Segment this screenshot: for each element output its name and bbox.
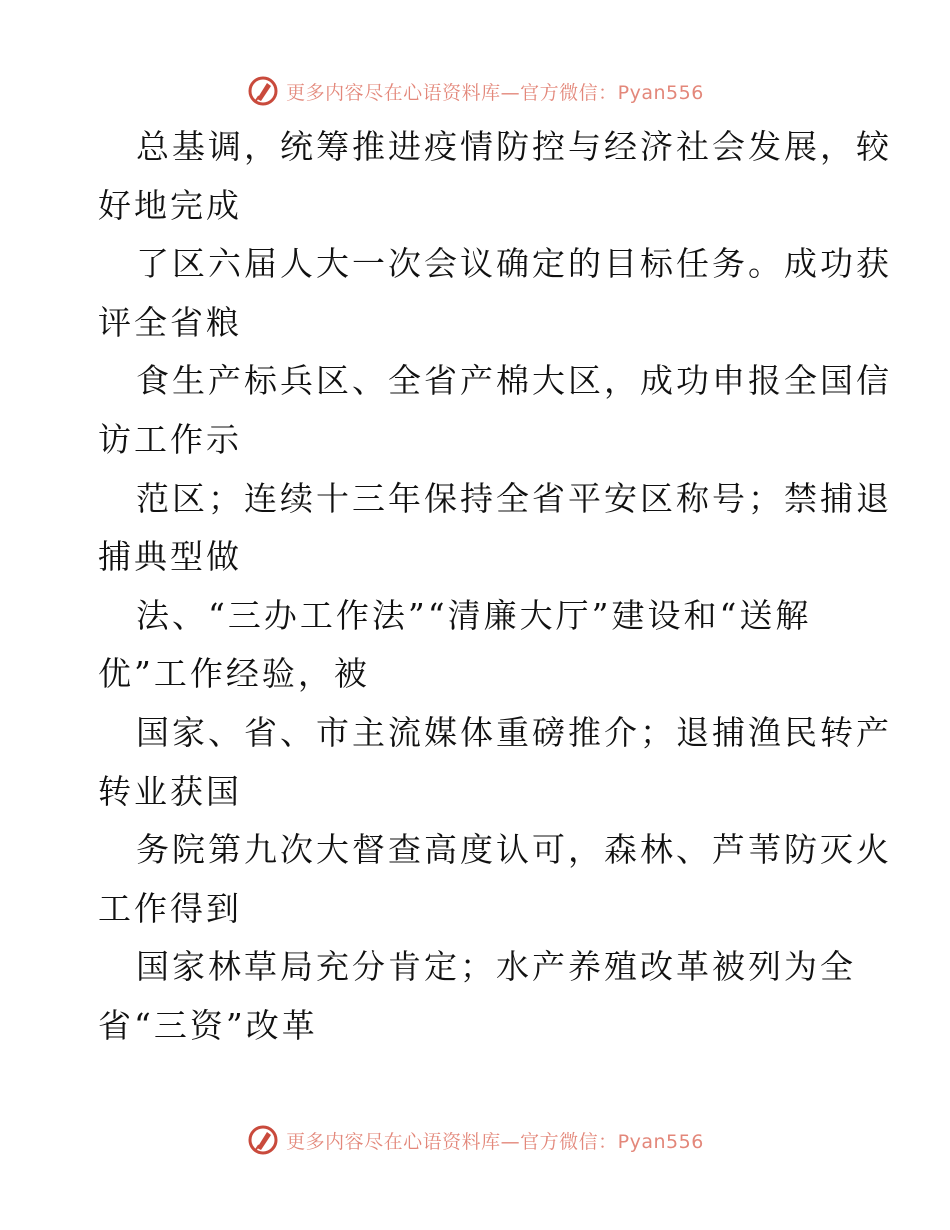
footer-banner-text: 更多内容尽在心语资料库—官方微信：Pyan556 [286,1130,704,1153]
body-line: 法、“三办工作法”“清廉大厅”建设和“送解 [136,595,812,635]
body-line: 优”工作经验，被 [98,654,370,694]
footer-banner [0,1120,950,1160]
pen-nib-logo-icon [246,74,280,108]
body-line: 务院第九次大督查高度认可，森林、芦苇防灭火 [136,830,892,870]
header-banner [0,71,950,111]
body-line: 了区六届人大一次会议确定的目标任务。成功获 [136,244,892,284]
body-line: 总基调，统筹推进疫情防控与经济社会发展，较 [136,127,892,166]
body-line: 国家林草局充分肯定；水产养殖改革被列为全 [136,947,856,987]
header-banner-text: 更多内容尽在心语资料库—官方微信：Pyan556 [286,81,704,104]
body-line: 转业获国 [98,771,242,811]
body-line: 工作得到 [98,888,242,928]
body-line: 好地完成 [98,185,242,225]
body-line: 捕典型做 [98,537,242,577]
body-line: 食生产标兵区、全省产棉大区，成功申报全国信 [136,361,892,401]
body-line: 访工作示 [98,419,242,459]
body-line: 省“三资”改革 [98,1005,318,1045]
body-line: 国家、省、市主流媒体重磅推介；退捕渔民转产 [136,712,892,752]
body-line: 范区；连续十三年保持全省平安区称号；禁捕退 [136,478,892,518]
pen-nib-logo-icon [246,1123,280,1157]
document-body [98,118,892,1056]
body-line: 评全省粮 [98,302,242,342]
